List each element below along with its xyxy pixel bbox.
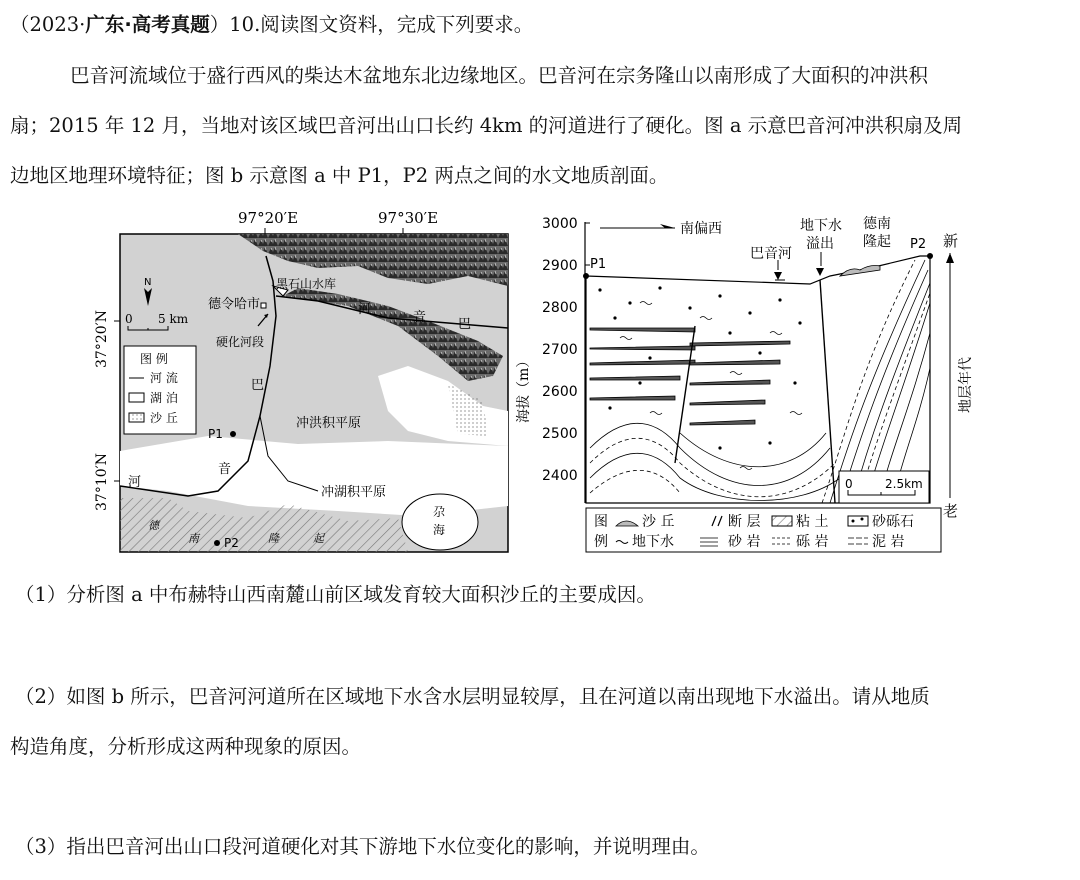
- question-1: （1）分析图 a 中布赫特山西南麓山前区域发育较大面积沙丘的主要成因。: [15, 583, 656, 606]
- profile-legend: [586, 508, 941, 552]
- map-lake-plain: 冲湖积平原: [321, 485, 387, 500]
- map-legend-title: 图 例: [140, 352, 168, 366]
- map-lake-char-2: 海: [433, 523, 446, 537]
- map-north-label: N: [144, 277, 152, 288]
- legend-conglomerate: 砾 岩: [796, 534, 829, 550]
- map-river-char-3: 河: [128, 475, 142, 490]
- map-p2-label: P2: [224, 536, 239, 550]
- map-lon-2: 97°30′E: [378, 209, 439, 227]
- header-year: （2023·: [10, 13, 86, 36]
- legend-fault: 断 层: [728, 514, 761, 530]
- map-scale-km: 5 km: [158, 312, 189, 326]
- map-river-char-1: 巴: [251, 378, 265, 393]
- y-tick-2900: 2900: [542, 258, 578, 274]
- intro-line-1: 巴音河流域位于盛行西风的柴达木盆地东北边缘地区。巴音河在宗务隆山以南形成了大面积的冲洪积: [70, 64, 929, 87]
- map-uplift-char-4: 起: [313, 532, 324, 545]
- map-legend-river: 河 流: [150, 371, 178, 385]
- y-tick-2400: 2400: [542, 468, 578, 484]
- legend-groundwater: 地下水: [632, 534, 674, 550]
- map-reservoir: 黑石山水库: [276, 277, 337, 291]
- profile-p1: P1: [590, 257, 607, 272]
- y-tick-3000: 3000: [542, 216, 578, 232]
- profile-uplift-2: 隆起: [863, 234, 891, 250]
- y-tick-2700: 2700: [542, 342, 578, 358]
- profile-age-old: 老: [943, 502, 959, 520]
- y-tick-2500: 2500: [542, 426, 578, 442]
- map-river-ne-2: 音: [413, 310, 427, 325]
- figure-a-map: [88, 206, 513, 556]
- profile-scale-km: 2.5km: [885, 477, 923, 491]
- profile-age-label: 地层年代: [958, 357, 974, 413]
- map-river-ne-1: 河: [358, 302, 372, 317]
- profile-ylabel: 海拔（m）: [516, 353, 532, 423]
- profile-y-ticks: [542, 216, 590, 484]
- map-legend-lake: 湖 泊: [150, 391, 178, 405]
- map-lake-char-1: 尕: [433, 505, 446, 519]
- legend-sandstone: 砂 岩: [728, 534, 761, 550]
- map-uplift-char-1: 德: [148, 519, 159, 532]
- map-legend-dune: 沙 丘: [150, 411, 178, 425]
- intro-line-2: 扇；2015 年 12 月，当地对该区域巴音河出山口长约 4km 的河道进行了硬化。图 a 示意巴音河冲洪积扇及周: [10, 114, 963, 137]
- header-source: 广东·高考真题: [85, 13, 210, 36]
- question-2-line-1: （2）如图 b 所示，巴音河河道所在区域地下水含水层明显较厚，且在河道以南出现地下水溢出。请从地质: [15, 685, 930, 708]
- map-city: 德令哈市: [208, 297, 261, 312]
- profile-p2-point: [927, 253, 933, 259]
- legend-clay: 粘 土: [796, 514, 829, 530]
- question-header: [10, 9, 533, 37]
- profile-uplift-1: 德南: [863, 216, 891, 232]
- map-p1-label: P1: [208, 427, 223, 441]
- question-3: （3）指出巴音河出山口段河道硬化对其下游地下水位变化的影响，并说明理由。: [15, 835, 710, 858]
- question-2-line-2: 构造角度，分析形成这两种现象的原因。: [10, 735, 362, 758]
- profile-direction: 南偏西: [680, 221, 722, 237]
- y-tick-2800: 2800: [542, 300, 578, 316]
- profile-age-new: 新: [943, 232, 959, 250]
- figure-b-profile: [516, 208, 975, 553]
- y-tick-2600: 2600: [542, 384, 578, 400]
- profile-scale-zero: 0: [845, 477, 853, 491]
- profile-p1-point: [583, 273, 589, 279]
- profile-p2: P2: [910, 237, 927, 252]
- profile-legend-head-1: 图: [594, 514, 608, 530]
- profile-river: 巴音河: [750, 246, 792, 262]
- profile-overflow-1: 地下水: [800, 218, 842, 234]
- profile-legend-head-2: 例: [594, 534, 608, 550]
- intro-line-3: 边地区地理环境特征；图 b 示意图 a 中 P1，P2 两点之间的水文地质剖面。: [10, 164, 669, 187]
- map-scale-zero: 0: [125, 312, 133, 326]
- map-lon-1: 97°20′E: [238, 209, 299, 227]
- map-lat-1: 37°20′N: [94, 309, 110, 368]
- profile-overflow-2: 溢出: [806, 236, 834, 252]
- map-river-ne-3: 巴: [458, 317, 472, 332]
- map-river-char-2: 音: [218, 462, 232, 477]
- map-hardened: 硬化河段: [216, 335, 265, 349]
- map-p2-point: [214, 540, 220, 546]
- map-lat-2: 37°10′N: [94, 452, 110, 511]
- legend-dune: 沙 丘: [642, 514, 675, 530]
- legend-mudstone: 泥 岩: [872, 534, 905, 550]
- map-alluvial-plain: 冲洪积平原: [296, 416, 362, 431]
- header-rest: ）10.阅读图文资料，完成下列要求。: [209, 13, 534, 36]
- map-uplift-char-3: 隆: [268, 532, 279, 545]
- map-p1-point: [230, 431, 236, 437]
- legend-gravel: 砂砾石: [872, 514, 914, 530]
- map-uplift-char-2: 南: [188, 532, 199, 545]
